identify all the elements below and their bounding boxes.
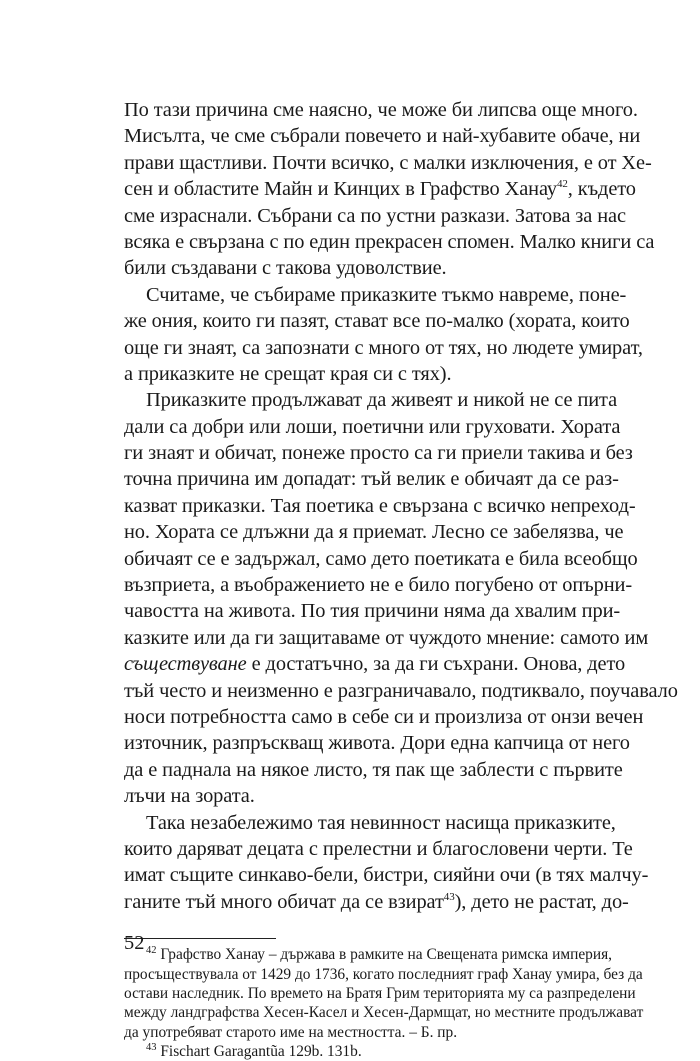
- footnote-line: да употребяват старото име на местността. – Б. пр.: [124, 1023, 458, 1041]
- footnote-line: [124, 945, 612, 964]
- footnote-ref-43[interactable]: 43: [443, 890, 455, 903]
- main-text: [124, 97, 678, 915]
- text-line: още ги знаят, са запознати с много от тях, но людете умират,: [124, 336, 643, 359]
- text-line: които даряват децата с прелестни и благословени черти. Те: [124, 837, 633, 860]
- footnote-text: Графство Ханау – държава в рамките на Свещената римска империя,: [160, 946, 613, 964]
- text-line: тъй често и неизменно е разграничавало, подтиквало, поучавало: [124, 679, 678, 702]
- footnote-line: между ландграфства Хесен-Касел и Хесен-Дармщат, но местните продължават: [124, 1004, 644, 1022]
- paragraph-2: [124, 282, 643, 388]
- text-line: казките или да ги защитаваме от чуждото мнение: самото им: [124, 626, 649, 649]
- text-line: прави щастливи. Почти всичко, с малки изключения, е от Хе-: [124, 151, 652, 174]
- footnote-line: остави наследник. По времето на Братя Грим територията му са разпределени: [124, 984, 636, 1002]
- text-line: Мисълта, че сме събрали повечето и най-хубавите обаче, ни: [124, 125, 641, 148]
- text-line: сме израснали. Събрани са по устни разкази. Затова за нас: [124, 204, 626, 227]
- text-line: точна причина им допадат: тъй велик е обичаят да се раз-: [124, 468, 619, 491]
- text-line: Така незабележимо тая невинност насища приказките,: [146, 811, 616, 834]
- footnotes: [124, 944, 644, 1061]
- text-line: же ония, които ги пазят, стават все по-малко (хората, които: [124, 310, 630, 333]
- page-body: [124, 97, 678, 1061]
- footnote-number: 42: [146, 944, 157, 956]
- text-line: а приказките не срещат края си с тях).: [124, 362, 452, 385]
- text-line: дали са добри или лоши, поетични или груховати. Хората: [124, 415, 621, 438]
- italic-word: съществуване: [124, 653, 247, 676]
- text-line: ги знаят и обичат, понеже просто са ги приели такива и без: [124, 442, 633, 465]
- footnote-42: [124, 944, 644, 1042]
- text-fragment: ), дето не растат, до-: [454, 890, 629, 913]
- paragraph-3: [124, 387, 678, 809]
- footnote-separator: [124, 938, 276, 939]
- page-number: 52: [124, 932, 145, 954]
- text-line: чавостта на живота. По тия причини няма да хвалим при-: [124, 600, 621, 623]
- text-line: възприета, а въображението не е било погубено от опърни-: [124, 574, 633, 597]
- text-line: Приказките продължават да живеят и никой не се пита: [146, 389, 618, 412]
- text-line: обичаят се е задържал, само дето поетиката е била всеобщо: [124, 547, 638, 570]
- text-line: всяка е свързана с по един прекрасен спомен. Малко книги са: [124, 230, 655, 253]
- footnote-text: Fischart Garagantũa 129b. 131b.: [160, 1043, 362, 1061]
- text-line: били създавани с такова удоволствие.: [124, 257, 447, 280]
- footnote-number: 43: [146, 1041, 157, 1053]
- text-line: лъчи на зората.: [124, 785, 255, 808]
- text-fragment: ганите тъй много обичат да се взират: [124, 890, 444, 913]
- footnote-ref-42[interactable]: 42: [556, 178, 568, 191]
- text-line: източник, разпръскващ живота. Дори една капчица от него: [124, 732, 630, 755]
- footnote-line: [124, 1042, 612, 1061]
- text-line: Считаме, че събираме приказките тъкмо навреме, поне-: [146, 283, 627, 306]
- paragraph-1: [124, 97, 655, 282]
- text-line: казват приказки. Тая поетика е свързана с всичко непреход-: [124, 494, 636, 517]
- text-line: но. Хората се длъжни да я приемат. Лесно се забелязва, че: [124, 521, 624, 544]
- text-line: имат същите синкаво-бели, бистри, сияйни очи (в тях малчу-: [124, 864, 649, 887]
- text-fragment: , където: [567, 178, 636, 201]
- text-line: носи потребността само в себе си и произлиза от онзи вечен: [124, 705, 644, 728]
- text-fragment: е достатъчно, за да ги съхрани. Онова, дето: [246, 653, 626, 676]
- paragraph-4: [124, 810, 649, 916]
- text-line: да е паднала на някое листо, тя пак ще заблести с първите: [124, 758, 623, 781]
- text-line: [124, 176, 636, 202]
- text-fragment: сен и областите Майн и Кинцих в Графство Ханау: [124, 178, 557, 201]
- text-line: [124, 889, 629, 915]
- footnote-43: [124, 1042, 612, 1061]
- text-line: По тази причина сме наясно, че може би липсва още много.: [124, 99, 638, 121]
- text-line: [124, 651, 626, 677]
- footnote-line: просъществувала от 1429 до 1736, когато последният граф Ханау умира, без да: [124, 965, 643, 983]
